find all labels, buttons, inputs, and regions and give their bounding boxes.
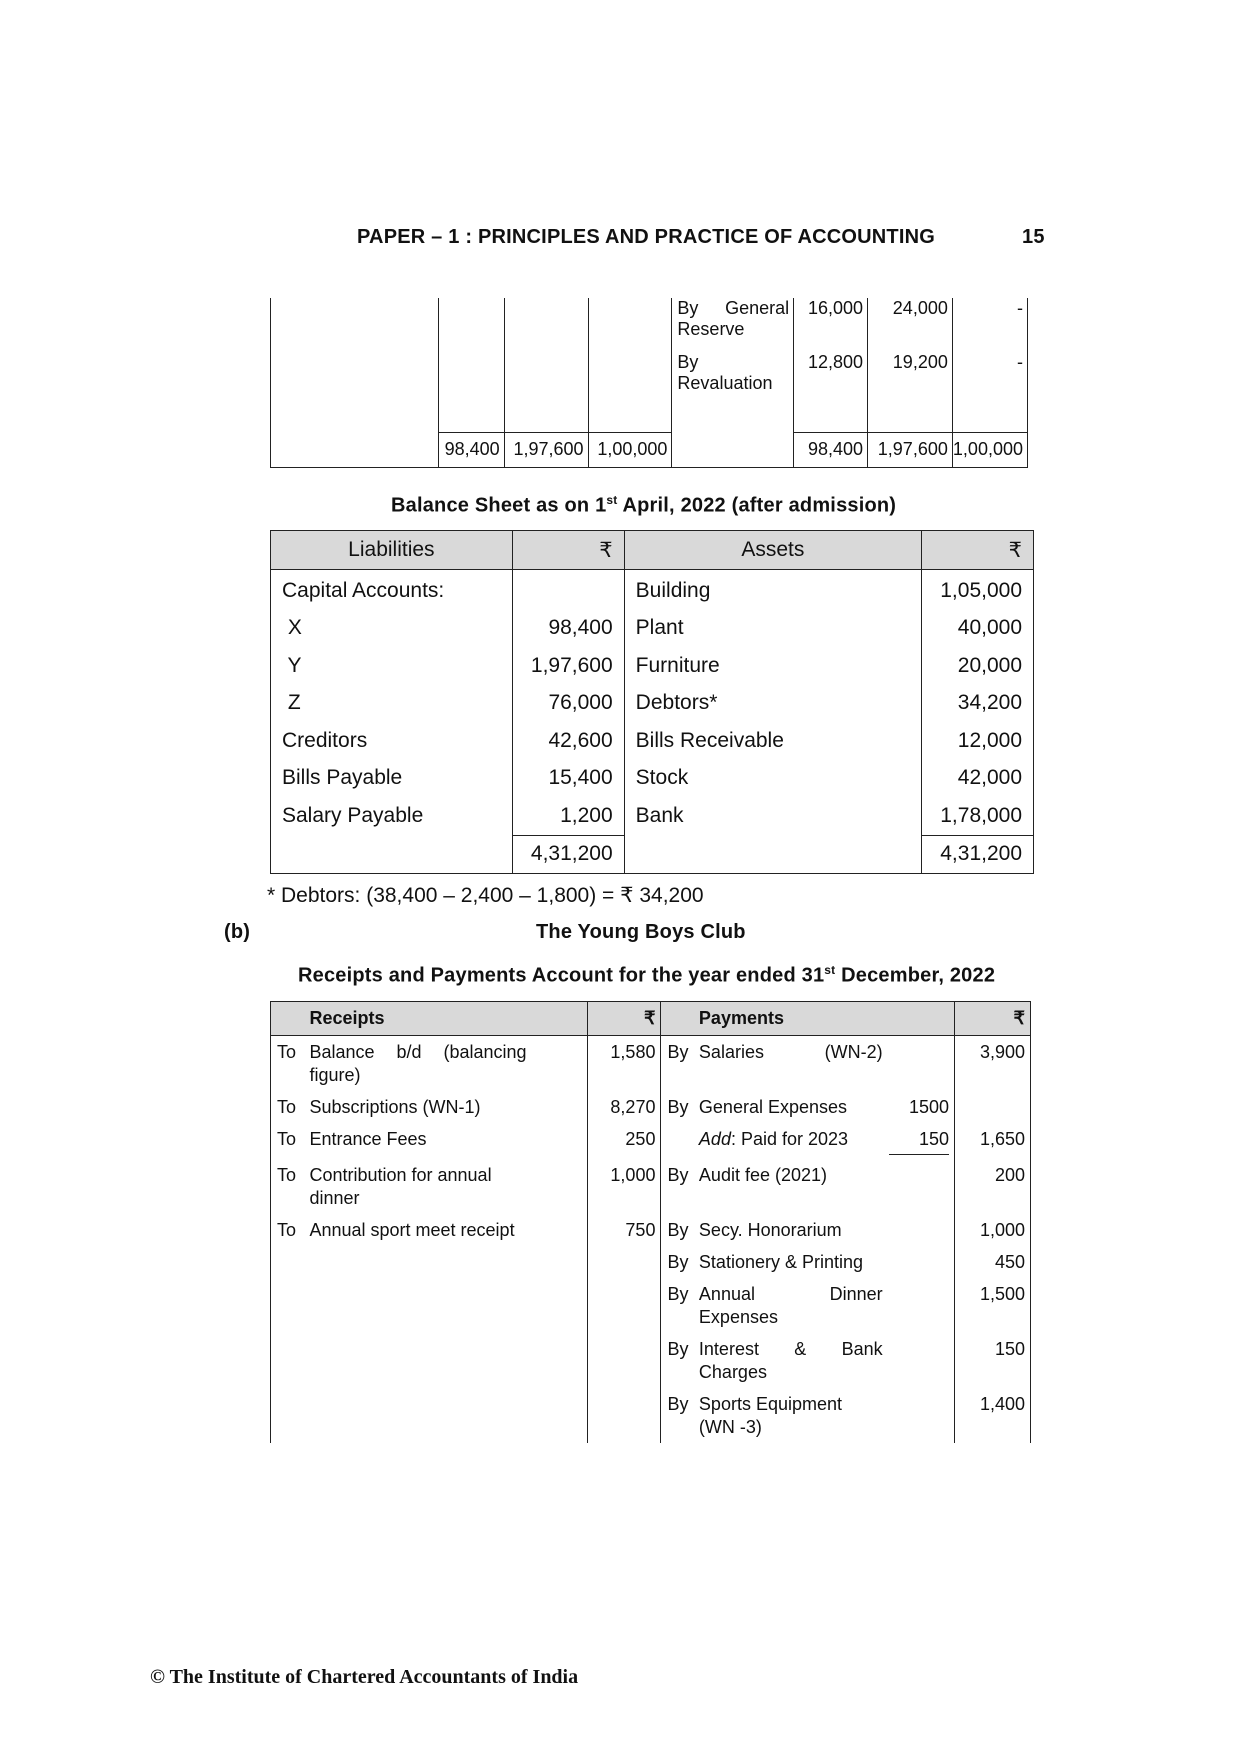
- liabilities-total: 4,31,200: [512, 835, 624, 873]
- debtors-footnote: * Debtors: (38,400 – 2,400 – 1,800) = ₹ 34,200: [267, 884, 704, 907]
- page-number: 15: [1022, 226, 1045, 248]
- payment-amount: 1,650: [955, 1123, 1031, 1159]
- receipt-prefix: To: [271, 1123, 310, 1159]
- liabilities-amount-header: ₹: [512, 531, 624, 570]
- liability-amount: 1,97,600: [512, 647, 624, 685]
- total-x-left: 98,400: [438, 432, 504, 467]
- receipt-particulars: [309, 1333, 587, 1388]
- liability-amount: 42,600: [512, 722, 624, 760]
- receipt-amount: [587, 1246, 661, 1278]
- table-header-row: [271, 1002, 1031, 1036]
- subamount-underlined: 150: [889, 1128, 949, 1155]
- liability-label: X: [271, 610, 513, 648]
- table-row: [271, 797, 1034, 835]
- capital-accounts-fragment: [270, 298, 1028, 468]
- liability-amount: [512, 570, 624, 610]
- payment-particulars: Stationery & Printing: [698, 1252, 864, 1272]
- payment-subamount: [889, 1388, 955, 1443]
- asset-amount: 34,200: [922, 685, 1034, 723]
- liability-amount: 1,200: [512, 797, 624, 835]
- receipt-prefix: [271, 1333, 310, 1388]
- page-header-title: PAPER – 1 : PRINCIPLES AND PRACTICE OF ACCOUNTING: [357, 226, 935, 248]
- liability-label: Z: [271, 685, 513, 723]
- asset-amount: 42,000: [922, 760, 1034, 798]
- receipt-amount: 8,270: [587, 1091, 661, 1123]
- receipt-particulars: [309, 1388, 587, 1443]
- table-row: [271, 352, 1028, 432]
- asset-label: Plant: [624, 610, 921, 648]
- payment-subamount: [889, 1278, 955, 1333]
- liability-label: Y: [271, 647, 513, 685]
- table-row: [271, 570, 1034, 610]
- z-amount: -: [952, 352, 1027, 432]
- total-y-left: 1,97,600: [504, 432, 588, 467]
- receipt-amount: [587, 1278, 661, 1333]
- total-x-right: 98,400: [794, 432, 868, 467]
- payments-pre-header: [661, 1002, 699, 1036]
- table-row: [271, 1246, 1031, 1278]
- payment-prefix: By: [661, 1333, 699, 1388]
- receipt-prefix: To: [271, 1091, 310, 1123]
- receipt-particulars: [309, 1246, 587, 1278]
- table-row: [271, 1214, 1031, 1246]
- receipt-particulars: Balance b/d (balancing figure): [309, 1042, 527, 1085]
- part-label: (b): [224, 921, 251, 943]
- payment-amount: 1,400: [955, 1388, 1031, 1443]
- club-name: The Young Boys Club: [536, 921, 746, 943]
- table-row: [271, 685, 1034, 723]
- table-header-row: [271, 531, 1034, 570]
- payment-amount: 1,000: [955, 1214, 1031, 1246]
- asset-amount: 1,05,000: [922, 570, 1034, 610]
- by-label: By: [677, 298, 699, 318]
- desc-cont: Reserve: [677, 319, 745, 339]
- asset-label: Building: [624, 570, 921, 610]
- liability-amount: 15,400: [512, 760, 624, 798]
- y-amount: 24,000: [868, 298, 953, 352]
- x-amount: 16,000: [794, 298, 868, 352]
- payment-subamount: [889, 1246, 955, 1278]
- liability-amount: 76,000: [512, 685, 624, 723]
- assets-amount-header: ₹: [922, 531, 1034, 570]
- balance-sheet-table: [270, 530, 1034, 874]
- y-amount: 19,200: [868, 352, 953, 432]
- receipt-amount: 750: [587, 1214, 661, 1246]
- payment-particulars: [699, 1123, 889, 1159]
- table-row: [271, 1036, 1031, 1092]
- assets-header: Assets: [624, 531, 921, 570]
- totals-row: [271, 432, 1028, 467]
- total-y-right: 1,97,600: [868, 432, 953, 467]
- payments-header: Payments: [699, 1002, 889, 1036]
- payment-prefix: By: [661, 1214, 699, 1246]
- receipt-prefix: [271, 1246, 310, 1278]
- liability-label: Creditors: [271, 722, 513, 760]
- z-amount: -: [952, 298, 1027, 352]
- receipt-amount: [587, 1333, 661, 1388]
- payment-amount: [955, 1091, 1031, 1123]
- payment-subamount: [889, 1036, 955, 1092]
- payment-prefix: By: [661, 1159, 699, 1214]
- receipts-payments-title: Receipts and Payments Account for the year ended 31st December, 2022: [298, 963, 996, 987]
- payment-particulars: Secy. Honorarium: [698, 1220, 842, 1240]
- assets-total: 4,31,200: [922, 835, 1034, 873]
- table-row: [271, 1123, 1031, 1159]
- liability-amount: 98,400: [512, 610, 624, 648]
- payment-amount: 1,500: [955, 1278, 1031, 1333]
- payment-particulars: Annual Dinner Expenses: [698, 1284, 883, 1327]
- payment-subamount: 1500: [908, 1097, 950, 1117]
- by-label: By: [677, 352, 699, 372]
- payment-prefix: [661, 1123, 699, 1159]
- add-label: Add: [698, 1129, 731, 1149]
- receipt-prefix: [271, 1388, 310, 1443]
- asset-label: Bills Receivable: [624, 722, 921, 760]
- receipt-prefix: To: [271, 1214, 310, 1246]
- table-row: [271, 298, 1028, 352]
- total-z-right: 1,00,000: [952, 432, 1027, 467]
- table-row: [271, 760, 1034, 798]
- liability-label: Bills Payable: [271, 760, 513, 798]
- payment-prefix: By: [661, 1246, 699, 1278]
- payment-subamount: [889, 1159, 955, 1214]
- table-row: [271, 1278, 1031, 1333]
- liability-label: Salary Payable: [271, 797, 513, 835]
- asset-amount: 20,000: [922, 647, 1034, 685]
- payment-text: : Paid for 2023: [730, 1129, 849, 1149]
- payment-prefix: By: [661, 1278, 699, 1333]
- payments-amount-header: ₹: [955, 1002, 1031, 1036]
- payment-particulars: Salaries (WN-2): [698, 1042, 883, 1062]
- receipt-amount: 250: [587, 1123, 661, 1159]
- asset-amount: 12,000: [922, 722, 1034, 760]
- payment-subamount: [889, 1333, 955, 1388]
- payment-particulars: Interest & Bank Charges: [698, 1339, 883, 1382]
- receipt-amount: [587, 1388, 661, 1443]
- table-row: [271, 1159, 1031, 1214]
- receipt-amount: 1,580: [587, 1036, 661, 1092]
- asset-label: Stock: [624, 760, 921, 798]
- payment-amount: 3,900: [955, 1036, 1031, 1092]
- payment-particulars: Sports Equipment (WN -3): [698, 1394, 842, 1437]
- desc-cont: Revaluation: [677, 373, 773, 393]
- payment-particulars: Audit fee (2021): [698, 1165, 828, 1185]
- balance-sheet-title: Balance Sheet as on 1st April, 2022 (after admission): [391, 493, 897, 517]
- particulars-cell: [672, 352, 794, 432]
- receipts-payments-table: [270, 1001, 1031, 1443]
- asset-amount: 40,000: [922, 610, 1034, 648]
- receipt-particulars: Annual sport meet receipt: [309, 1220, 515, 1240]
- payment-subamount: [889, 1214, 955, 1246]
- liabilities-header: Liabilities: [271, 531, 513, 570]
- receipt-particulars: [309, 1278, 587, 1333]
- payment-amount: 150: [955, 1333, 1031, 1388]
- blank-cell: [624, 835, 921, 873]
- payment-amount: 200: [955, 1159, 1031, 1214]
- table-row: [271, 610, 1034, 648]
- totals-row: [271, 835, 1034, 873]
- receipts-header: Receipts: [309, 1002, 587, 1036]
- payment-particulars: General Expenses: [698, 1097, 848, 1117]
- liability-label: Capital Accounts:: [271, 570, 513, 610]
- receipt-prefix: To: [271, 1036, 310, 1092]
- table-row: [271, 722, 1034, 760]
- receipts-pre-header: [271, 1002, 310, 1036]
- blank-cell: [271, 835, 513, 873]
- receipt-particulars: Entrance Fees: [309, 1129, 427, 1149]
- asset-label: Bank: [624, 797, 921, 835]
- table-row: [271, 1388, 1031, 1443]
- payment-amount: 450: [955, 1246, 1031, 1278]
- receipt-particulars: Subscriptions (WN-1): [309, 1097, 481, 1117]
- payment-prefix: By: [661, 1036, 699, 1092]
- asset-label: Debtors*: [624, 685, 921, 723]
- table-row: [271, 647, 1034, 685]
- total-z-left: 1,00,000: [588, 432, 672, 467]
- asset-amount: 1,78,000: [922, 797, 1034, 835]
- particulars-cell: [672, 298, 794, 352]
- desc-word: General: [725, 298, 790, 318]
- table-row: [271, 1091, 1031, 1123]
- payment-prefix: By: [661, 1388, 699, 1443]
- footer-copyright: © The Institute of Chartered Accountants of India: [150, 1666, 579, 1688]
- payment-subamount: [889, 1123, 955, 1159]
- receipt-amount: 1,000: [587, 1159, 661, 1214]
- receipts-amount-header: ₹: [587, 1002, 661, 1036]
- x-amount: 12,800: [794, 352, 868, 432]
- payments-sub-header: [889, 1002, 955, 1036]
- payment-prefix: By: [661, 1091, 699, 1123]
- table-row: [271, 1333, 1031, 1388]
- receipt-prefix: To: [271, 1159, 310, 1214]
- receipt-particulars: Contribution for annual dinner: [309, 1165, 492, 1208]
- asset-label: Furniture: [624, 647, 921, 685]
- receipt-prefix: [271, 1278, 310, 1333]
